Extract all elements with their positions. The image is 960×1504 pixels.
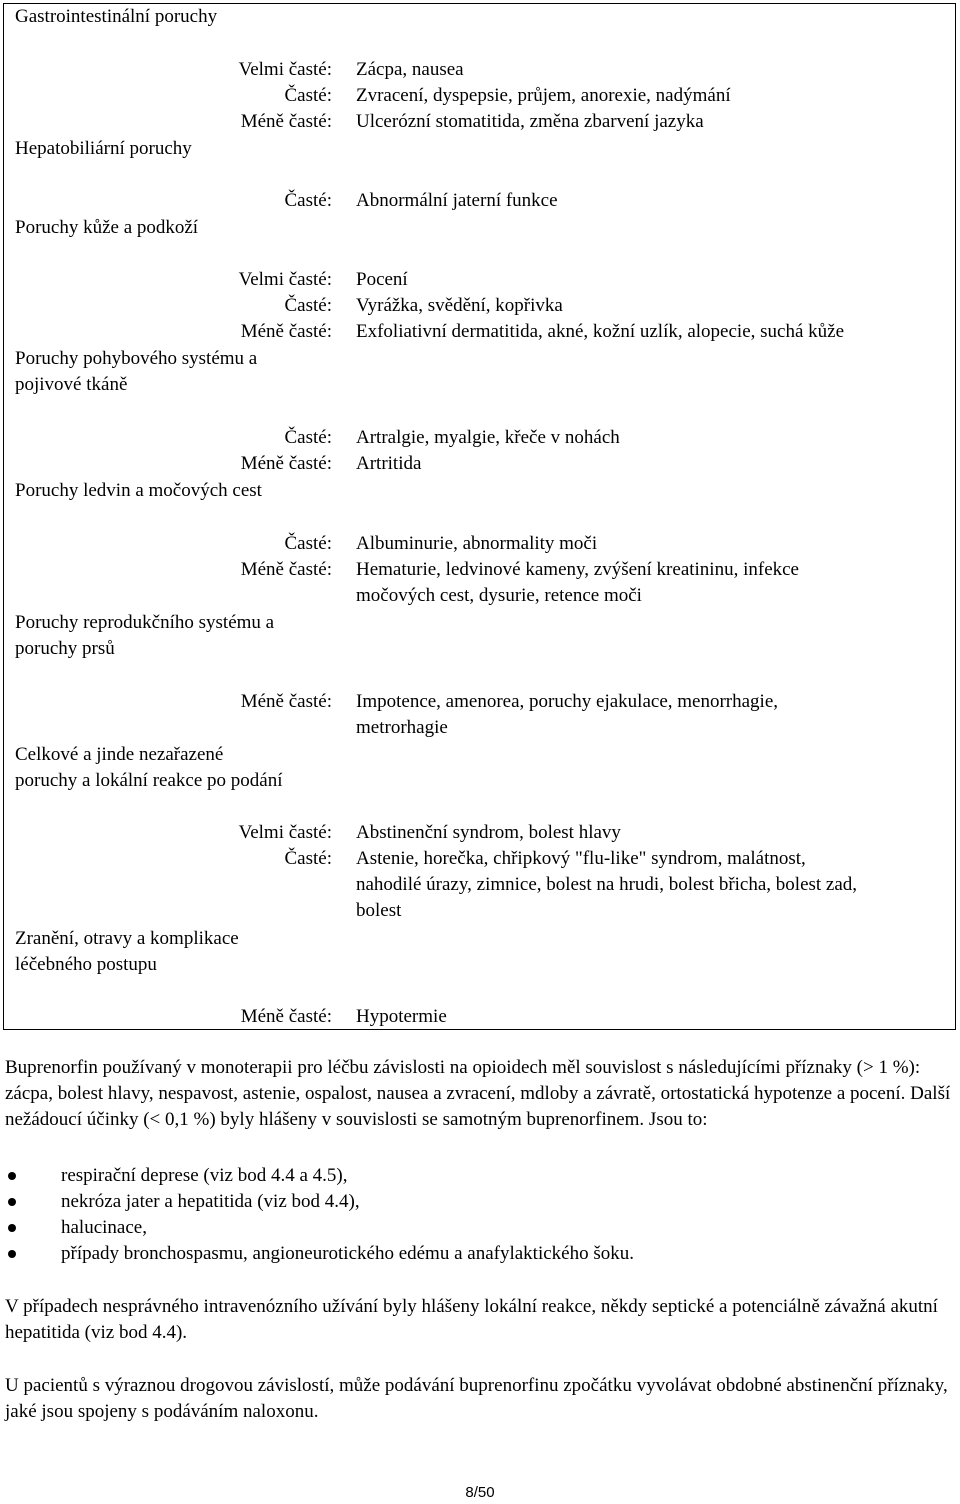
frequency-label: Méně časté: <box>240 1006 332 1027</box>
frequency-label: Časté: <box>284 295 332 316</box>
frequency-label: Časté: <box>284 427 332 448</box>
adverse-effect: Impotence, amenorea, poruchy ejakulace, menorrhagie, <box>356 691 779 712</box>
bullet-icon <box>8 1250 16 1258</box>
iv-misuse-paragraph: V případech nesprávného intravenózního užívání byly hlášeny lokální reakce, někdy septické a potenciálně závažná akutní hepatitida (viz bod 4.4). <box>5 1296 938 1343</box>
frequency-label: Méně časté: <box>240 321 332 342</box>
adverse-effect: Zvracení, dyspepsie, průjem, anorexie, nadýmání <box>356 85 731 106</box>
bullet-text: případy bronchospasmu, angioneurotického edému a anafylaktického šoku. <box>61 1243 634 1264</box>
bullet-text: halucinace, <box>61 1217 147 1238</box>
frequency-label: Časté: <box>284 190 332 211</box>
adverse-effect: Artritida <box>356 453 422 474</box>
frequency-label: Méně časté: <box>240 453 332 474</box>
frequency-label: Časté: <box>284 85 332 106</box>
adverse-effect: Vyrážka, svědění, kopřivka <box>356 295 563 316</box>
adverse-effect: metrorhagie <box>356 717 448 738</box>
bullet-icon <box>8 1198 16 1206</box>
system-organ-class: Hepatobiliární poruchy <box>15 138 192 159</box>
frequency-label: Méně časté: <box>240 111 332 132</box>
adverse-effect: Exfoliativní dermatitida, akné, kožní uzlík, alopecie, suchá kůže <box>356 321 845 342</box>
adverse-effect: nahodilé úrazy, zimnice, bolest na hrudi, bolest břicha, bolest zad, <box>356 874 858 895</box>
bullet-icon <box>8 1172 16 1180</box>
system-organ-class: poruchy prsů <box>15 638 115 659</box>
bullet-icon <box>8 1224 16 1232</box>
system-organ-class: léčebného postupu <box>15 954 157 975</box>
frequency-label: Velmi časté: <box>238 269 332 290</box>
list-item <box>5 1163 634 1189</box>
adverse-effect: Hypotermie <box>356 1006 447 1027</box>
bullet-text: respirační deprese (viz bod 4.4 a 4.5), <box>61 1165 348 1186</box>
adverse-effect: močových cest, dysurie, retence moči <box>356 585 642 606</box>
bullet-list <box>5 1163 634 1267</box>
system-organ-class: poruchy a lokální reakce po podání <box>15 770 283 791</box>
page-number: 8/50 <box>465 1484 495 1501</box>
system-organ-class: Celkové a jinde nezařazené <box>15 744 224 765</box>
adverse-effect: Hematurie, ledvinové kameny, zvýšení kreatininu, infekce <box>356 559 799 580</box>
adverse-effect: bolest <box>356 900 402 921</box>
system-organ-class: Poruchy kůže a podkoží <box>15 217 199 238</box>
frequency-label: Méně časté: <box>240 691 332 712</box>
adverse-effect: Artralgie, myalgie, křeče v nohách <box>356 427 620 448</box>
adverse-effect: Pocení <box>356 269 408 290</box>
list-item <box>5 1215 634 1241</box>
adverse-effect: Zácpa, nausea <box>356 59 464 80</box>
frequency-label: Časté: <box>284 848 332 869</box>
adverse-effect: Ulcerózní stomatitida, změna zbarvení jazyka <box>356 111 704 132</box>
system-organ-class: Poruchy reprodukčního systému a <box>15 612 275 633</box>
frequency-label: Časté: <box>284 533 332 554</box>
system-organ-class: pojivové tkáně <box>15 374 128 395</box>
list-item <box>5 1241 634 1267</box>
dependence-paragraph: U pacientů s výraznou drogovou závislostí, může podávání buprenorfinu zpočátku vyvolávat obdobné abstinenční příznaky, jaké jsou spojeny s podáváním naloxonu. <box>5 1375 948 1422</box>
system-organ-class: Zranění, otravy a komplikace <box>15 928 239 949</box>
bullet-text: nekróza jater a hepatitida (viz bod 4.4), <box>61 1191 360 1212</box>
adverse-effect: Albuminurie, abnormality moči <box>356 533 598 554</box>
adverse-effect: Abstinenční syndrom, bolest hlavy <box>356 822 621 843</box>
frequency-label: Velmi časté: <box>238 59 332 80</box>
frequency-label: Velmi časté: <box>238 822 332 843</box>
system-organ-class: Poruchy pohybového systému a <box>15 348 258 369</box>
adverse-effect: Astenie, horečka, chřipkový "flu-like" syndrom, malátnost, <box>356 848 806 869</box>
frequency-label: Méně časté: <box>240 559 332 580</box>
system-organ-class: Gastrointestinální poruchy <box>15 6 218 27</box>
list-item <box>5 1189 634 1215</box>
adverse-effect: Abnormální jaterní funkce <box>356 190 558 211</box>
intro-paragraph: Buprenorfin používaný v monoterapii pro léčbu závislosti na opioidech měl souvislost s následujícími příznaky (> 1 %): zácpa, bolest hlavy, nespavost, astenie, ospalost, nausea a zvracení, mdloby a závratě, ortostatická hypotenze a pocení. Další nežádoucí účinky (< 0,1 %) byly hlášeny v souvislosti se samotným buprenorfinem. Jsou to: <box>5 1057 951 1130</box>
system-organ-class: Poruchy ledvin a močových cest <box>15 480 262 501</box>
